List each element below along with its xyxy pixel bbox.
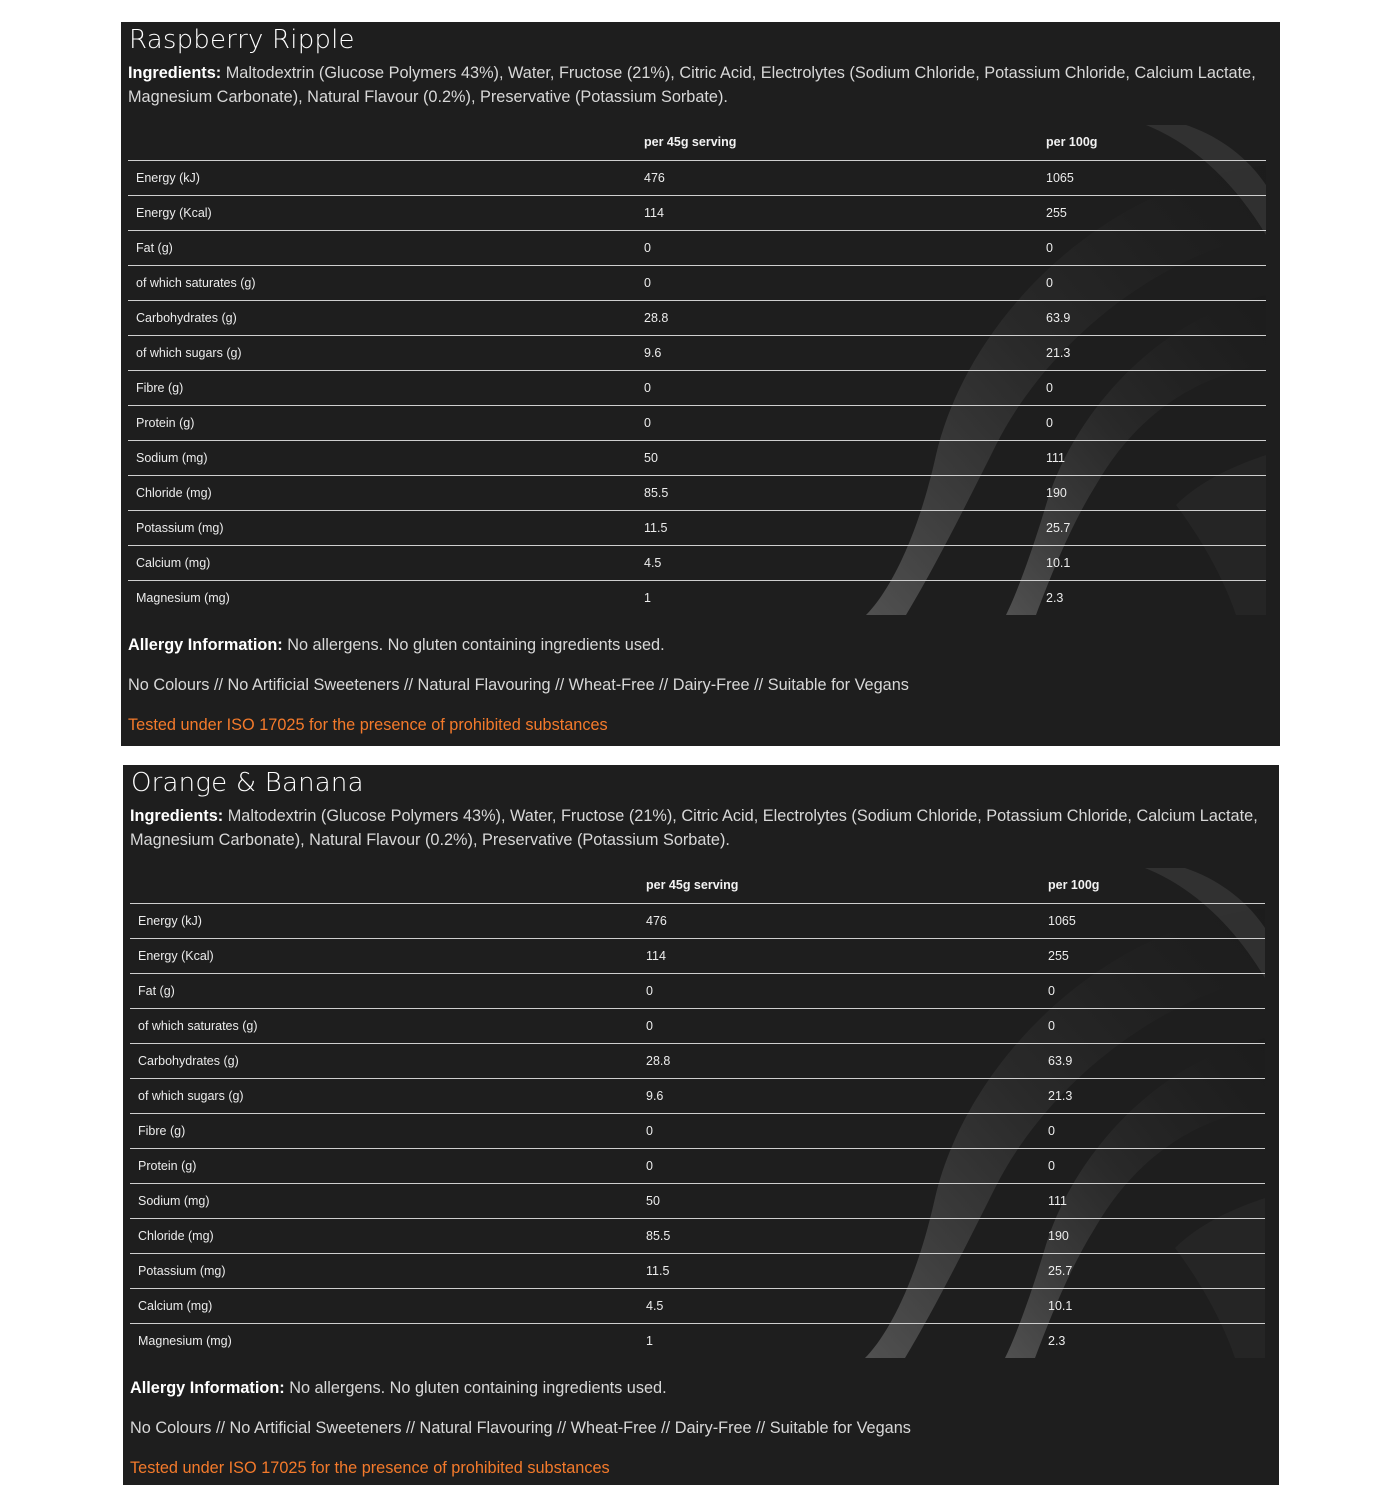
product-panel [123,765,1279,1485]
header-nutrient [128,125,636,160]
table-row [130,1148,1265,1183]
table-header-row [130,868,1265,903]
product-title: Orange & Banana [131,768,364,798]
table-row [128,405,1266,440]
nutrient-label: Sodium (mg) [136,450,208,465]
ingredients-list: Maltodextrin (Glucose Polymers 43%), Water, Fructose (21%), Citric Acid, Electrolytes (Sodium Chloride, Potassium Chloride, Calcium Lactate, Magnesium Carbonate), Natural Flavour (0.2%), Preservative (Potassium Sorbate). [128,64,1256,106]
per-100g-value: 255 [1048,948,1069,963]
per-serving-value: 11.5 [644,520,668,535]
nutrient-label: of which saturates (g) [138,1018,258,1033]
nutrient-label: Protein (g) [136,415,195,430]
table-row [130,1078,1265,1113]
table-header-row [128,125,1266,160]
table-row [130,903,1265,938]
per-100g-value: 0 [1046,275,1053,290]
table-row [128,545,1266,580]
nutrient-label: Magnesium (mg) [138,1333,232,1348]
table-row [130,1288,1265,1323]
header-per-serving: per 45g serving [638,868,1040,903]
per-serving-value: 50 [644,450,658,465]
table-row [130,1043,1265,1078]
per-serving-value: 114 [646,948,666,963]
allergy-information [130,1377,667,1399]
nutrient-label: Energy (kJ) [138,913,202,928]
per-serving-value: 0 [644,275,651,290]
per-100g-value: 1065 [1048,913,1076,928]
per-100g-value: 0 [1046,240,1053,255]
per-serving-value: 85.5 [644,485,669,500]
per-100g-value: 0 [1046,415,1053,430]
per-serving-value: 28.8 [644,310,669,325]
nutrient-label: Carbohydrates (g) [136,310,237,325]
table-row [128,370,1266,405]
per-100g-value: 0 [1048,1123,1055,1138]
per-100g-value: 2.3 [1046,590,1064,605]
header-nutrient [130,868,638,903]
allergy-label: Allergy Information: [128,636,283,654]
table-row [128,440,1266,475]
header-per-100g: per 100g [1040,868,1265,903]
per-100g-value: 25.7 [1048,1263,1073,1278]
table-row [128,300,1266,335]
product-panel [121,22,1280,746]
per-100g-value: 63.9 [1046,310,1071,325]
per-100g-value: 10.1 [1046,555,1071,570]
header-per-100g: per 100g [1038,125,1266,160]
nutrient-label: Calcium (mg) [138,1298,213,1313]
nutrient-label: Fat (g) [138,983,175,998]
nutrient-label: Sodium (mg) [138,1193,210,1208]
nutrient-label: Fibre (g) [138,1123,186,1138]
per-serving-value: 11.5 [646,1263,670,1278]
per-serving-value: 476 [644,170,665,185]
nutrient-label: of which sugars (g) [138,1088,244,1103]
dietary-claims: No Colours // No Artificial Sweeteners // Natural Flavouring // Wheat-Free // Dairy-Free // Suitable for Vegans [130,1419,911,1437]
ingredients-label: Ingredients: [130,807,224,825]
table-row [128,580,1266,615]
per-100g-value: 10.1 [1048,1298,1073,1313]
per-100g-value: 0 [1048,1158,1055,1173]
per-serving-value: 0 [644,415,651,430]
per-100g-value: 63.9 [1048,1053,1073,1068]
nutrition-table-wrap [128,125,1266,615]
per-serving-value: 85.5 [646,1228,671,1243]
per-100g-value: 25.7 [1046,520,1071,535]
per-serving-value: 0 [646,1123,653,1138]
product-title: Raspberry Ripple [129,25,355,55]
per-100g-value: 21.3 [1046,345,1071,360]
dietary-claims: No Colours // No Artificial Sweeteners // Natural Flavouring // Wheat-Free // Dairy-Free // Suitable for Vegans [128,676,909,694]
table-row [128,265,1266,300]
nutrient-label: Protein (g) [138,1158,197,1173]
per-100g-value: 1065 [1046,170,1074,185]
table-row [128,335,1266,370]
per-serving-value: 0 [646,1018,653,1033]
allergy-text: No allergens. No gluten containing ingredients used. [282,636,665,654]
per-100g-value: 255 [1046,205,1067,220]
table-row [130,938,1265,973]
allergy-label: Allergy Information: [130,1379,285,1397]
nutrient-label: Energy (kJ) [136,170,200,185]
nutrient-label: Chloride (mg) [138,1228,214,1243]
per-serving-value: 9.6 [646,1088,664,1103]
per-serving-value: 476 [646,913,667,928]
per-100g-value: 190 [1048,1228,1069,1243]
per-serving-value: 1 [646,1333,653,1348]
testing-statement: Tested under ISO 17025 for the presence of prohibited substances [130,1459,610,1477]
per-serving-value: 28.8 [646,1053,671,1068]
per-100g-value: 111 [1046,450,1066,465]
per-100g-value: 0 [1048,1018,1055,1033]
table-row [130,1183,1265,1218]
testing-statement: Tested under ISO 17025 for the presence of prohibited substances [128,716,608,734]
allergy-text: No allergens. No gluten containing ingredients used. [284,1379,667,1397]
per-serving-value: 1 [644,590,651,605]
ingredients-list: Maltodextrin (Glucose Polymers 43%), Water, Fructose (21%), Citric Acid, Electrolytes (Sodium Chloride, Potassium Chloride, Calcium Lactate, Magnesium Carbonate), Natural Flavour (0.2%), Preservative (Potassium Sorbate). [130,807,1258,849]
allergy-information [128,634,665,656]
nutrient-label: Potassium (mg) [138,1263,226,1278]
per-serving-value: 50 [646,1193,660,1208]
table-row [128,230,1266,265]
table-row [130,1253,1265,1288]
per-100g-value: 0 [1046,380,1053,395]
table-row [130,1323,1265,1358]
nutrient-label: Energy (Kcal) [136,205,212,220]
per-100g-value: 111 [1048,1193,1068,1208]
per-serving-value: 114 [644,205,664,220]
table-row [128,160,1266,195]
per-serving-value: 0 [646,1158,653,1173]
nutrient-label: Magnesium (mg) [136,590,230,605]
nutrient-label: Energy (Kcal) [138,948,214,963]
table-row [130,1113,1265,1148]
ingredients-label: Ingredients: [128,64,222,82]
nutrient-label: Carbohydrates (g) [138,1053,239,1068]
per-100g-value: 0 [1048,983,1055,998]
table-row [128,475,1266,510]
ingredients-text [128,61,1266,109]
per-100g-value: 190 [1046,485,1067,500]
per-serving-value: 4.5 [646,1298,664,1313]
per-serving-value: 9.6 [644,345,662,360]
per-serving-value: 0 [644,380,651,395]
nutrient-label: of which saturates (g) [136,275,256,290]
table-row [128,510,1266,545]
nutrient-label: Fat (g) [136,240,173,255]
nutrition-table [128,125,1266,615]
nutrient-label: of which sugars (g) [136,345,242,360]
table-row [130,973,1265,1008]
nutrition-table-wrap [130,868,1265,1358]
per-100g-value: 2.3 [1048,1333,1066,1348]
nutrient-label: Potassium (mg) [136,520,224,535]
nutrition-table [130,868,1265,1358]
header-per-serving: per 45g serving [636,125,1038,160]
ingredients-text [130,804,1265,852]
nutrient-label: Fibre (g) [136,380,184,395]
table-row [130,1218,1265,1253]
per-serving-value: 0 [644,240,651,255]
per-serving-value: 0 [646,983,653,998]
per-serving-value: 4.5 [644,555,662,570]
per-100g-value: 21.3 [1048,1088,1073,1103]
nutrient-label: Chloride (mg) [136,485,212,500]
table-row [130,1008,1265,1043]
nutrient-label: Calcium (mg) [136,555,211,570]
table-row [128,195,1266,230]
